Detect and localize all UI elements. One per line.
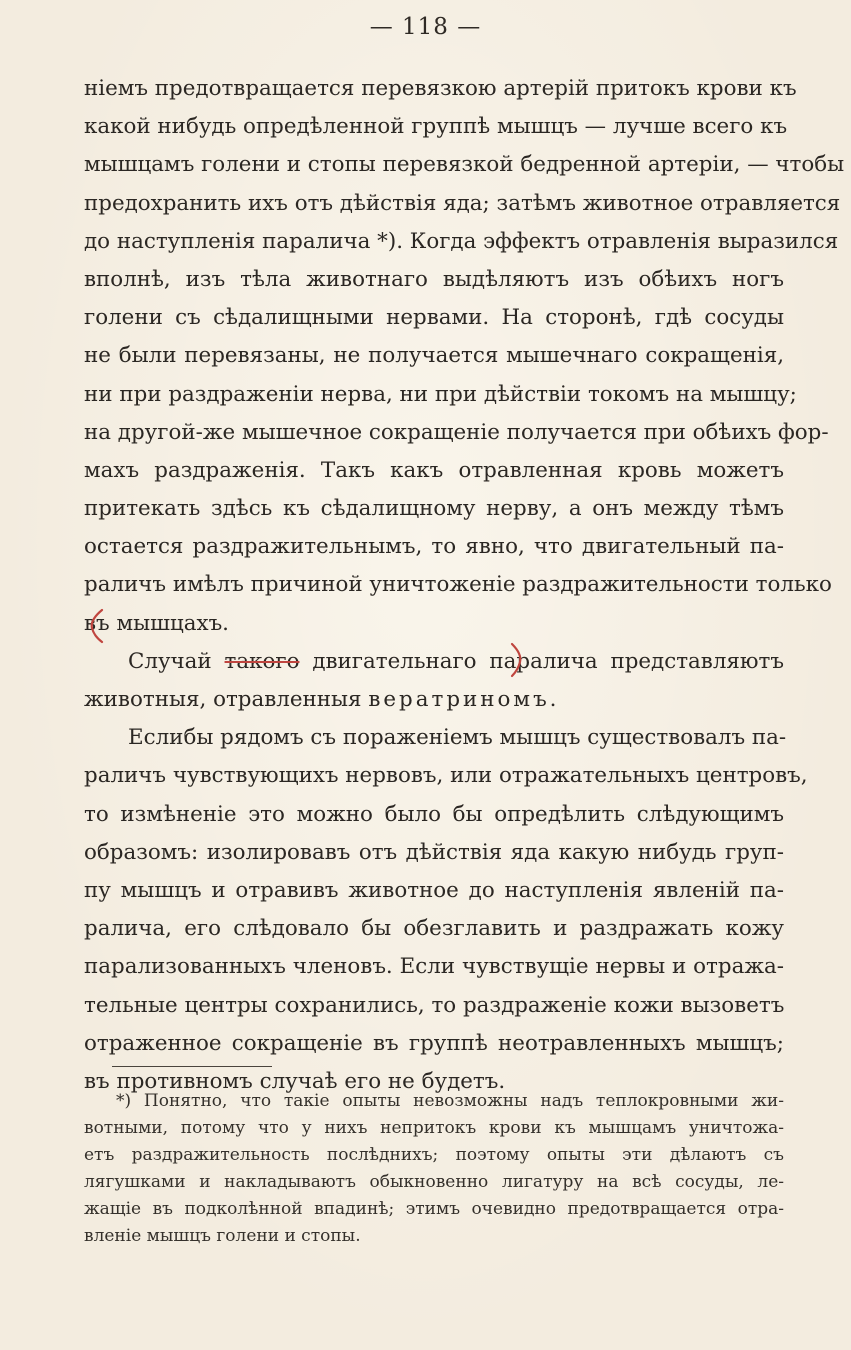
text-line [84,681,784,719]
text-line: пу мышцъ и отравивъ животное до наступленія явленій па- [84,877,784,903]
text-line: мышцамъ голени и стопы перевязкой бедренной артеріи, — чтобы [84,152,845,178]
text-line: ралича, его слѣдовало бы обезглавить и раздражать кожу [84,916,784,942]
text-line: какой нибудь опредѣленной группѣ мышцъ — лучше всего къ [84,114,788,140]
footnote-line: вленіе мышцъ голени и стопы. [84,1226,361,1246]
footnote-line: *) Понятно, что такіе опыты невозможны надъ теплокровными жи- [116,1091,784,1111]
text-line: махъ раздраженія. Такъ какъ отравленная кровь можетъ [84,457,784,483]
text-line: ніемъ предотвращается перевязкою артерій притокъ крови къ [84,76,797,101]
text-line: вполнѣ, изъ тѣла животнаго выдѣляютъ изъ обѣихъ ногъ [84,266,784,292]
text-line: притекать здѣсь къ сѣдалищному нерву, а онъ между тѣмъ [84,496,784,522]
text-line: не были перевязаны, не получается мышечнаго сокращенія, [84,343,784,369]
spaced-emphasis: вератриномъ. [368,687,560,712]
text-line: остается раздражительнымъ, то явно, что двигательный па- [84,534,784,560]
text-line: раличъ чувствующихъ нервовъ, или отражательныхъ центровъ, [84,763,808,789]
text-line: парализованныхъ членовъ. Если чувствущіе нервы и отража- [84,954,784,980]
text-line: ни при раздраженіи нерва, ни при дѣйствіи токомъ на мышцу; [84,381,797,407]
footnote-line: вотными, потому что у нихъ непритокъ крови къ мышцамъ уничтожа- [84,1118,784,1138]
text-line: въ мышцахъ. [84,610,229,636]
footnote-line: етъ раздражительность послѣднихъ; поэтому опыты эти дѣлаютъ съ [84,1145,784,1165]
text-line: тельные центры сохранились, то раздраженіе кожи вызоветъ [84,992,785,1018]
footnote-line: лягушками и накладываютъ обыкновенно лигатуру на всѣ сосуды, ле- [84,1172,784,1192]
footnote [84,1088,784,1250]
main-text [84,70,845,1101]
text-line: на другой-же мышечное сокращеніе получается при обѣихъ фор- [84,419,829,445]
text-line: предохранить ихъ отъ дѣйствія яда; затѣмъ животное отравляется [84,190,841,216]
text-line [84,643,784,681]
text-line: образомъ: изолировавъ отъ дѣйствія яда какую нибудь груп- [84,839,784,865]
text-line: раличъ имѣлъ причиной уничтоженіе раздражительности только [84,572,832,598]
text-line: отраженное сокращеніе въ группѣ неотравленныхъ мышцъ; [84,1030,784,1056]
text-line: голени съ сѣдалищными нервами. На сторонѣ, гдѣ сосуды [84,305,784,331]
paragraph-2 [84,643,784,719]
red-open-bracket-icon [82,606,106,646]
red-close-bracket-icon [506,640,530,680]
page-number: — 118 — [369,14,482,40]
footnote-divider [112,1066,272,1067]
paragraph-3 [84,719,808,1101]
para2-rest: двигательнаго паралича представляютъ [312,648,784,674]
paragraph-1 [84,70,845,643]
text-line: въ противномъ случаѣ его не будетъ. [84,1068,506,1094]
text-line: то измѣненіе это можно было бы опредѣлить слѣдующимъ [84,801,784,827]
text-line: Еслибы рядомъ съ пораженіемъ мышцъ существовалъ па- [128,725,787,751]
struck-word: такого [224,648,300,674]
para2-line2-start: животныя, отравленныя [84,687,362,712]
text-line: до наступленія паралича *). Когда эффектъ отравленія выразился [84,228,839,254]
para2-start: Случай [128,648,212,674]
footnote-line: жащіе въ подколѣнной впадинѣ; этимъ очевидно предотвращается отра- [84,1199,784,1219]
